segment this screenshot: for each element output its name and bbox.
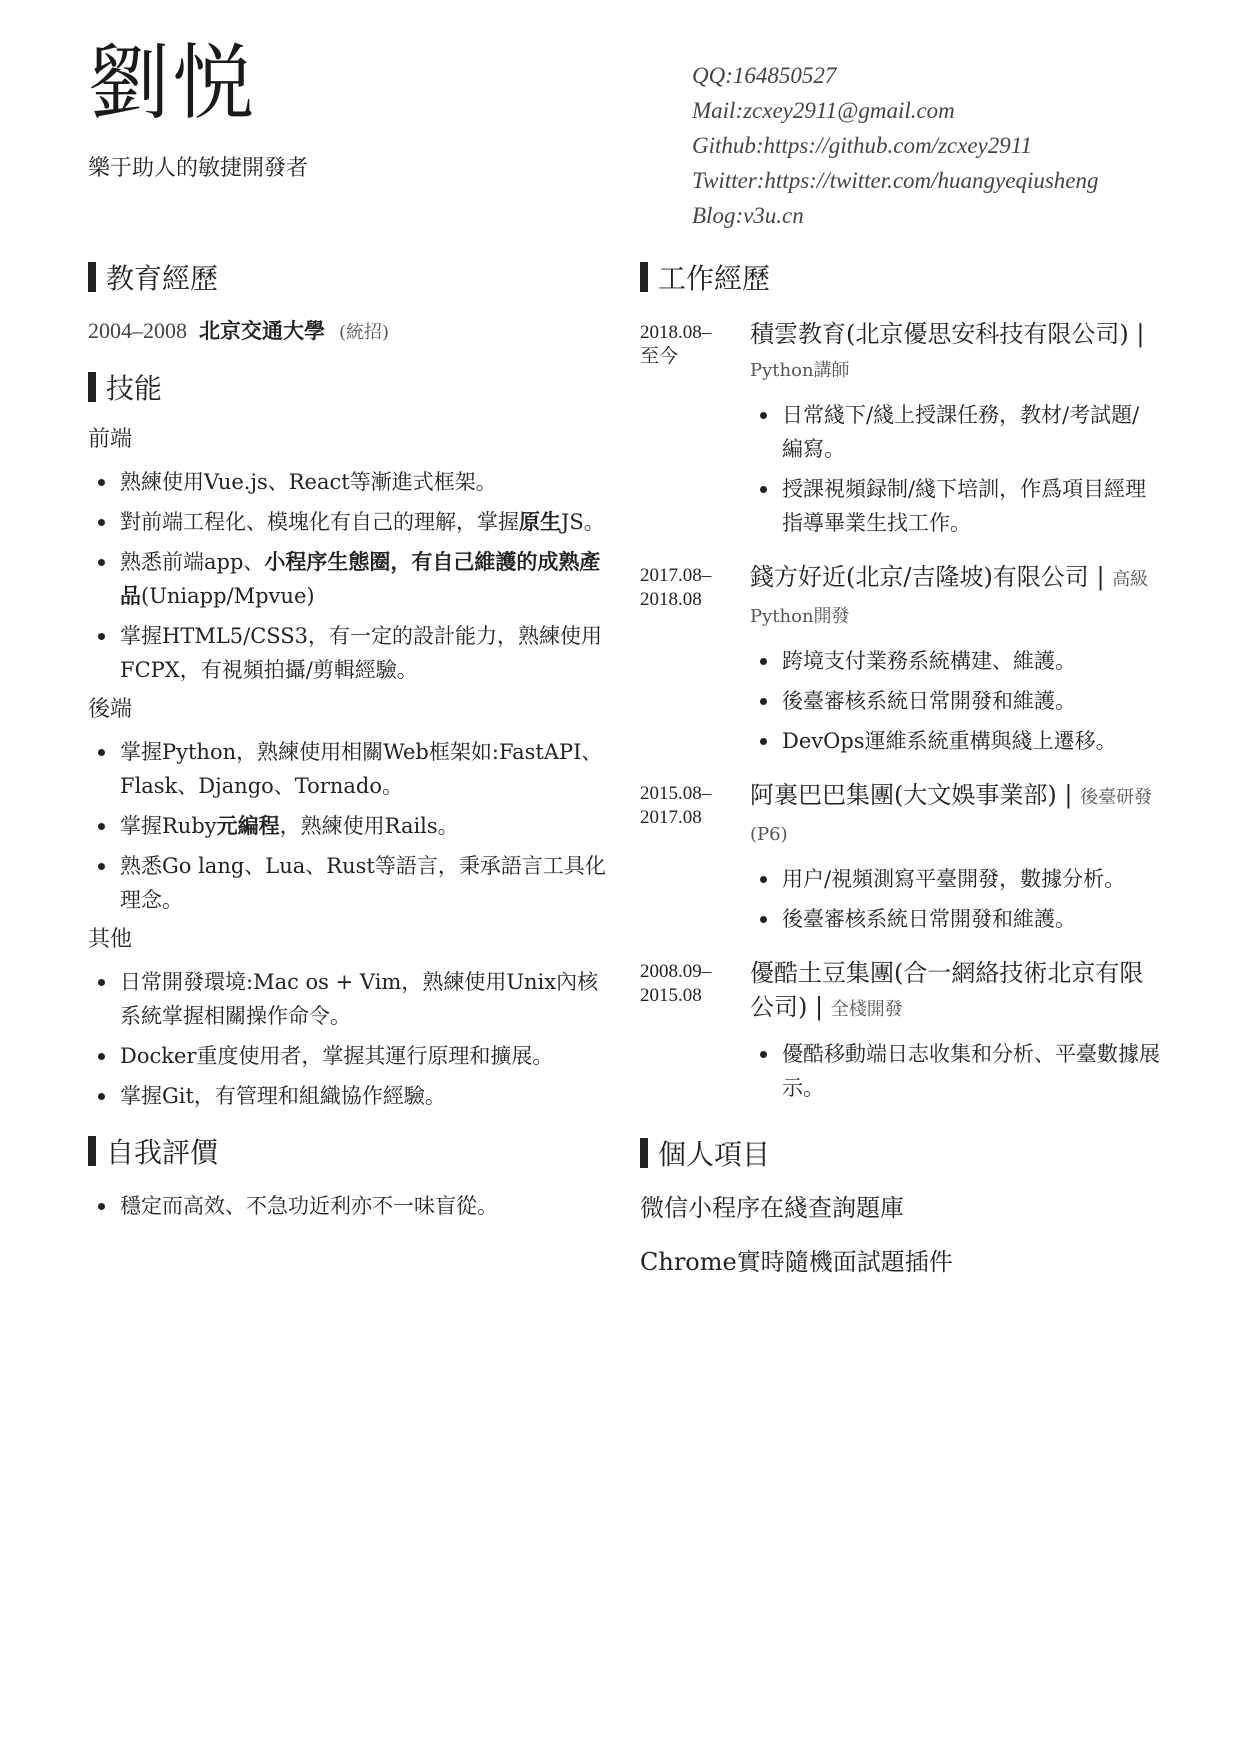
- projects-heading: [640, 1131, 1160, 1175]
- job-date-end: 2015.08: [640, 985, 702, 1006]
- skill-text: (Uniapp/Mpvue): [141, 584, 315, 608]
- job-duty: 用户/視頻測寫平臺開發，數據分析。: [782, 862, 1160, 896]
- job-date-start: 2008.09–: [640, 961, 712, 982]
- education-entry: [88, 315, 608, 347]
- job-date-end: 2018.08: [640, 589, 702, 610]
- job-duty-list: [750, 644, 1160, 758]
- skills-title: 技能: [106, 372, 163, 405]
- project-item: Chrome實時隨機面試題插件: [640, 1248, 953, 1276]
- skill-item: [120, 735, 608, 803]
- backend-skill-list: [88, 735, 608, 917]
- job-duty: DevOps運維系統重構與綫上遷移。: [782, 724, 1160, 758]
- skill-text: 掌握Git，有管理和組織協作經驗。: [120, 1084, 446, 1108]
- education-note: (統招): [339, 322, 390, 343]
- self-eval-heading: [88, 1129, 608, 1173]
- job-duty: 後臺審核系統日常開發和維護。: [782, 902, 1160, 936]
- job-role: 高級Python開發: [750, 569, 1149, 627]
- job-duty-list: [750, 398, 1160, 540]
- job-entry: [640, 560, 1160, 764]
- skill-item: [120, 809, 608, 843]
- skill-text: 掌握Python，熟練使用相關Web框架如:FastAPI、Flask、Django、Tornado。: [120, 740, 603, 798]
- job-title: [750, 956, 1160, 1027]
- job-company: 阿裏巴巴集團(大文娛事業部): [750, 781, 1057, 809]
- education-years: 2004–2008: [88, 318, 187, 343]
- job-body: [750, 317, 1160, 546]
- job-date-start: 2015.08–: [640, 783, 712, 804]
- job-entry: [640, 956, 1160, 1111]
- work-heading: [640, 255, 1160, 299]
- job-company: 錢方好近(北京/吉隆坡)有限公司: [750, 563, 1089, 591]
- job-date: [640, 560, 750, 764]
- skill-item: [120, 619, 608, 687]
- project-list: [640, 1181, 1160, 1289]
- skill-item: [120, 849, 608, 917]
- job-date: [640, 956, 750, 1111]
- job-duty: 後臺審核系統日常開發和維護。: [782, 684, 1160, 718]
- job-date: [640, 778, 750, 942]
- self-eval-title: 自我評價: [106, 1136, 219, 1169]
- skill-text: 熟悉Go lang、Lua、Rust等語言，秉承語言工具化理念。: [120, 854, 606, 912]
- skill-text-bold: 原生: [519, 509, 561, 534]
- self-eval-list: [88, 1189, 608, 1223]
- job-separator: |: [807, 993, 831, 1021]
- job-date: [640, 317, 750, 546]
- tagline: 樂于助人的敏捷開發者: [88, 156, 309, 181]
- job-body: [750, 560, 1160, 764]
- heading-bar: [88, 1136, 96, 1166]
- projects-title: 個人項目: [658, 1138, 771, 1171]
- education-heading: [88, 255, 608, 299]
- job-duty: 跨境支付業務系統構建、維護。: [782, 644, 1160, 678]
- other-skill-list: [88, 965, 608, 1113]
- skill-text-bold: 小程序生態圈，有自己維護的成熟產品: [120, 549, 601, 608]
- skill-item: [120, 1079, 608, 1113]
- job-body: [750, 778, 1160, 942]
- right-column: [640, 255, 1160, 1289]
- job-company: 優酷土豆集團(合一網絡技術北京有限公司): [750, 959, 1144, 1021]
- skill-item: [120, 965, 608, 1033]
- skill-text: ，熟練使用Rails。: [279, 814, 459, 838]
- skill-text: Docker重度使用者，掌握其運行原理和擴展。: [120, 1044, 554, 1068]
- heading-bar: [88, 372, 96, 402]
- skill-text: JS。: [561, 510, 605, 534]
- job-separator: |: [1128, 320, 1145, 348]
- self-eval-item: 穩定而高效、不急功近利亦不一味盲從。: [120, 1189, 608, 1223]
- job-title: [750, 317, 1160, 388]
- job-role: 後臺研發(P6): [750, 787, 1153, 845]
- backend-label: 後端: [88, 697, 133, 722]
- heading-bar: [640, 262, 648, 292]
- skill-item: [120, 465, 608, 499]
- heading-bar: [88, 262, 96, 292]
- job-role: 全棧開發: [830, 999, 903, 1020]
- job-duty-list: [750, 862, 1160, 936]
- job-duty: 日常綫下/綫上授課任務，教材/考試題/編寫。: [782, 398, 1160, 466]
- skill-text: 掌握Ruby: [120, 814, 217, 838]
- job-title: [750, 778, 1160, 852]
- contact-twitter: Twitter:https://twitter.com/huangyeqiusheng: [692, 168, 1099, 193]
- skill-text: 對前端工程化、模塊化有自己的理解，掌握: [120, 510, 519, 534]
- contact-qq: QQ:164850527: [692, 63, 837, 88]
- job-date-start: 2017.08–: [640, 565, 712, 586]
- skill-item: [120, 1039, 608, 1073]
- job-company: 積雲教育(北京優思安科技有限公司): [750, 320, 1129, 348]
- job-body: [750, 956, 1160, 1111]
- job-separator: |: [1056, 781, 1081, 809]
- frontend-label: 前端: [88, 427, 133, 452]
- left-column: [88, 255, 608, 1229]
- job-entry: [640, 778, 1160, 942]
- skill-text-bold: 元編程: [216, 813, 280, 838]
- job-date-end: 至今: [640, 346, 679, 367]
- project-item: 微信小程序在綫查詢題庫: [640, 1194, 904, 1222]
- job-duty: 優酷移動端日志收集和分析、平臺數據展示。: [782, 1037, 1160, 1105]
- skill-item: [120, 505, 608, 539]
- skill-text: 掌握HTML5/CSS3，有一定的設計能力，熟練使用FCPX，有視頻拍攝/剪輯經驗。: [120, 624, 603, 682]
- heading-bar: [640, 1138, 648, 1168]
- job-separator: |: [1088, 563, 1113, 591]
- skill-text: 日常開發環境:Mac os + Vim，熟練使用Unix內核系統掌握相關操作命令。: [120, 970, 599, 1028]
- skill-text: 熟練使用Vue.js、React等漸進式框架。: [120, 470, 497, 494]
- work-title: 工作經歷: [658, 262, 771, 295]
- education-school: 北京交通大學: [199, 318, 325, 343]
- contact-mail: Mail:zcxey2911@gmail.com: [692, 98, 955, 123]
- contact-blog: Blog:v3u.cn: [692, 203, 804, 228]
- skills-heading: [88, 365, 608, 409]
- skill-text: 熟悉前端app、: [120, 550, 265, 574]
- frontend-skill-list: [88, 465, 608, 687]
- skill-item: [120, 545, 608, 613]
- contact-github: Github:https://github.com/zcxey2911: [692, 133, 1033, 158]
- job-title: [750, 560, 1160, 634]
- job-date-start: 2018.08–: [640, 322, 712, 343]
- education-title: 教育經歷: [106, 262, 219, 295]
- person-name: 劉悦: [88, 36, 257, 131]
- job-role: Python講師: [750, 360, 850, 381]
- job-duty: 授課視頻録制/綫下培訓，作爲項目經理指導畢業生找工作。: [782, 472, 1160, 540]
- other-label: 其他: [88, 927, 133, 952]
- job-entry: [640, 317, 1160, 546]
- job-duty-list: [750, 1037, 1160, 1105]
- job-date-end: 2017.08: [640, 807, 702, 828]
- contact-list: [692, 58, 1099, 233]
